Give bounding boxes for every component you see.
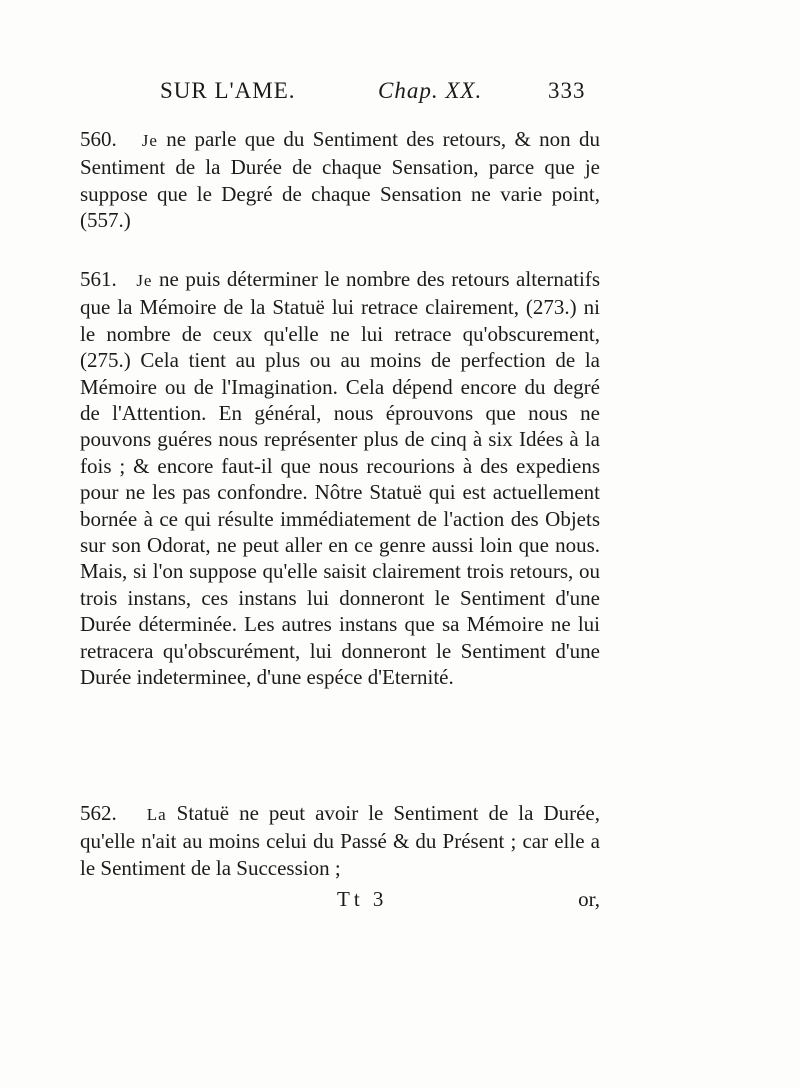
chapter-label: Chap. XX. <box>378 78 483 103</box>
page-number: 333 <box>548 78 586 103</box>
paragraph-lead-word: La <box>146 805 167 824</box>
running-header <box>160 78 600 114</box>
paragraph-number: 560. <box>80 127 117 151</box>
signature-mark: Tt 3 <box>337 887 388 911</box>
paragraph-text: ne parle que du Sentiment des retours, & non du Sentiment de la Durée de chaque Sensation, parce que je suppose que le Degré de chaque Sensation ne varie point, (557.) <box>80 127 601 233</box>
paragraph-text: Statuë ne peut avoir le Sentiment de la Durée, qu'elle n'ait au moins celui du Passé & du Présent ; car elle a le Sentiment de la Succession ; <box>80 801 600 880</box>
paragraph-number: 562. <box>80 801 117 825</box>
paragraph-lead-word: Je <box>136 271 153 290</box>
paragraph-560 <box>80 126 600 234</box>
catchword: or, <box>578 887 600 911</box>
running-title: SUR L'AME. <box>160 78 296 103</box>
page-footer <box>80 887 600 917</box>
paragraph-561 <box>80 266 600 691</box>
paragraph-number: 561. <box>80 267 117 291</box>
paragraph-lead-word: Je <box>141 131 158 150</box>
paragraph-562 <box>80 800 600 881</box>
paragraph-text: ne puis déterminer le nombre des retours alternatifs que la Mémoire de la Statuë lui retrace clairement, (273.) ni le nombre de ceux qu'elle ne lui retrace qu'obscurement, (275.) Cela tient au plus ou au moins de perfection de la Mémoire ou de l'Imagination. Cela dépend encore du degré de l'Attention. En général, nous éprouvons que nous ne pouvons guéres nous représenter plus de cinq à six Idées à la fois ; & encore faut-il que nous recourions à des expediens pour ne les pas confondre. Nôtre Statuë qui est actuellement bornée à ce qui résulte immédiatement de l'action des Objets sur son Odorat, ne peut aller en ce genre aussi loin que nous. Mais, si l'on suppose qu'elle saisit clairement trois retours, ou trois instans, ces instans lui donneront le Sentiment d'une Durée déterminée. Les autres instans que sa Mémoire ne lui retracera qu'obscurément, lui donneront le Sentiment d'une Durée indeterminee, d'une espéce d'Eternité. <box>80 267 600 690</box>
